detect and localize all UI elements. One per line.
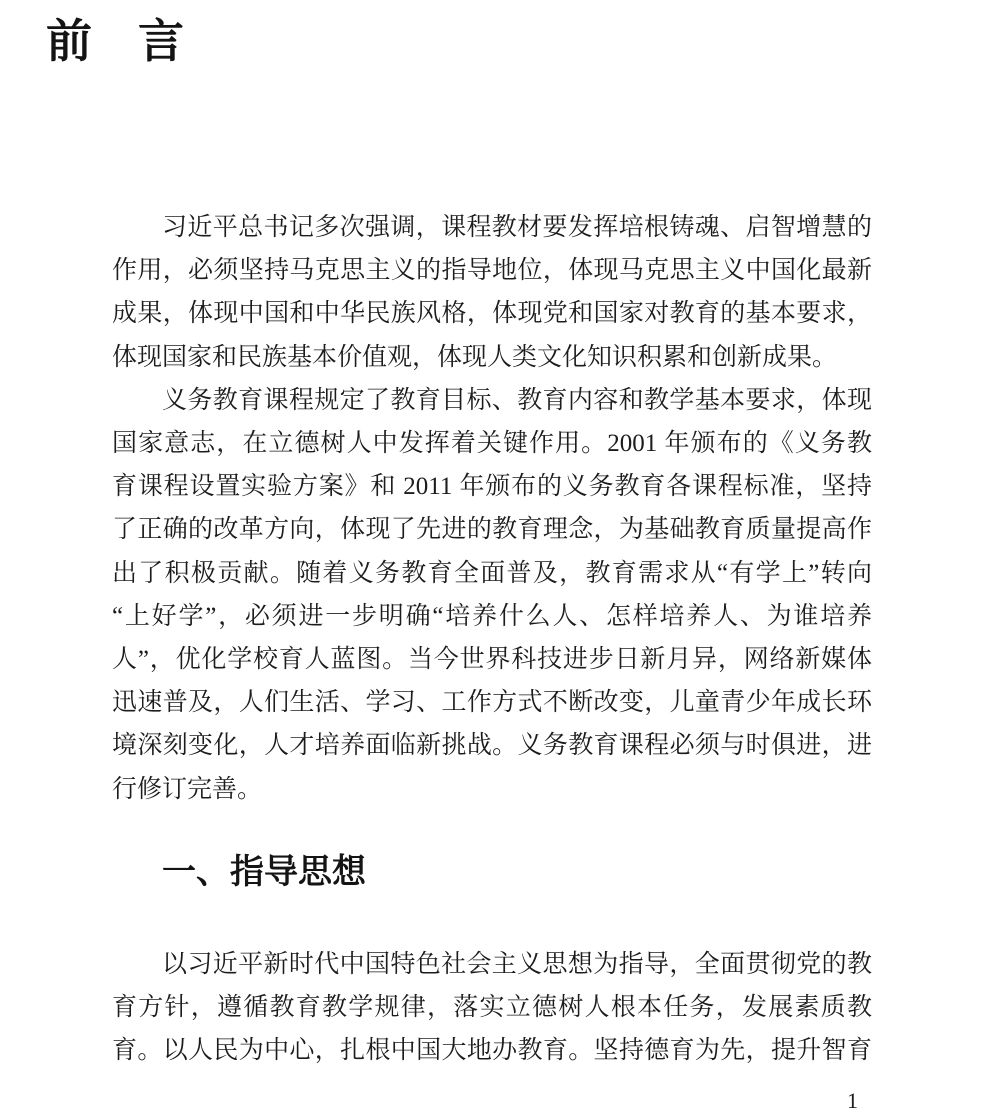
paragraph [112,943,872,1073]
page-body [112,206,872,1072]
text-line: 育课程设置实验方案》和 2011 年颁布的义务教育各课程标准，坚持 [112,473,872,501]
text-line: 出了积极贡献。随着义务教育全面普及，教育需求从“有学上”转向 [112,559,872,587]
text-line: 了正确的改革方向，体现了先进的教育理念，为基础教育质量提高作 [112,516,872,544]
text-line: 育方针，遵循教育教学规律，落实立德树人根本任务，发展素质教 [112,994,872,1022]
text-line: 习近平总书记多次强调，课程教材要发挥培根铸魂、启智增慧的 [162,214,872,241]
section-heading: 一、指导思想 [162,852,366,891]
text-line: 迅速普及，人们生活、学习、工作方式不断改变，儿童青少年成长环 [112,689,872,717]
text-line: 境深刻变化，人才培养面临新挑战。义务教育课程必须与时俱进，进 [112,732,872,760]
text-line: 行修订完善。 [112,775,263,803]
text-line: “上好学”，必须进一步明确“培养什么人、怎样培养人、为谁培养 [112,602,872,630]
paragraph [112,206,872,379]
text-line: 国家意志，在立德树人中发挥着关键作用。2001 年颁布的《义务教 [112,430,872,458]
page-number: 1 [847,1088,858,1114]
text-line: 义务教育课程规定了教育目标、教育内容和教学基本要求，体现 [162,386,872,414]
text-line: 作用，必须坚持马克思主义的指导地位，体现马克思主义中国化最新 [112,257,872,285]
text-line: 体现国家和民族基本价值观，体现人类文化知识积累和创新成果。 [112,343,838,371]
paragraph [112,379,872,811]
text-line: 人”，优化学校育人蓝图。当今世界科技进步日新月异，网络新媒体 [112,646,872,674]
text-line: 成果，体现中国和中华民族风格，体现党和国家对教育的基本要求， [112,300,872,328]
text-line: 育。以人民为中心，扎根中国大地办教育。坚持德育为先，提升智育 [112,1037,872,1065]
text-line: 以习近平新时代中国特色社会主义思想为指导，全面贯彻党的教 [162,950,872,978]
page-title: 前 言 [46,15,184,67]
